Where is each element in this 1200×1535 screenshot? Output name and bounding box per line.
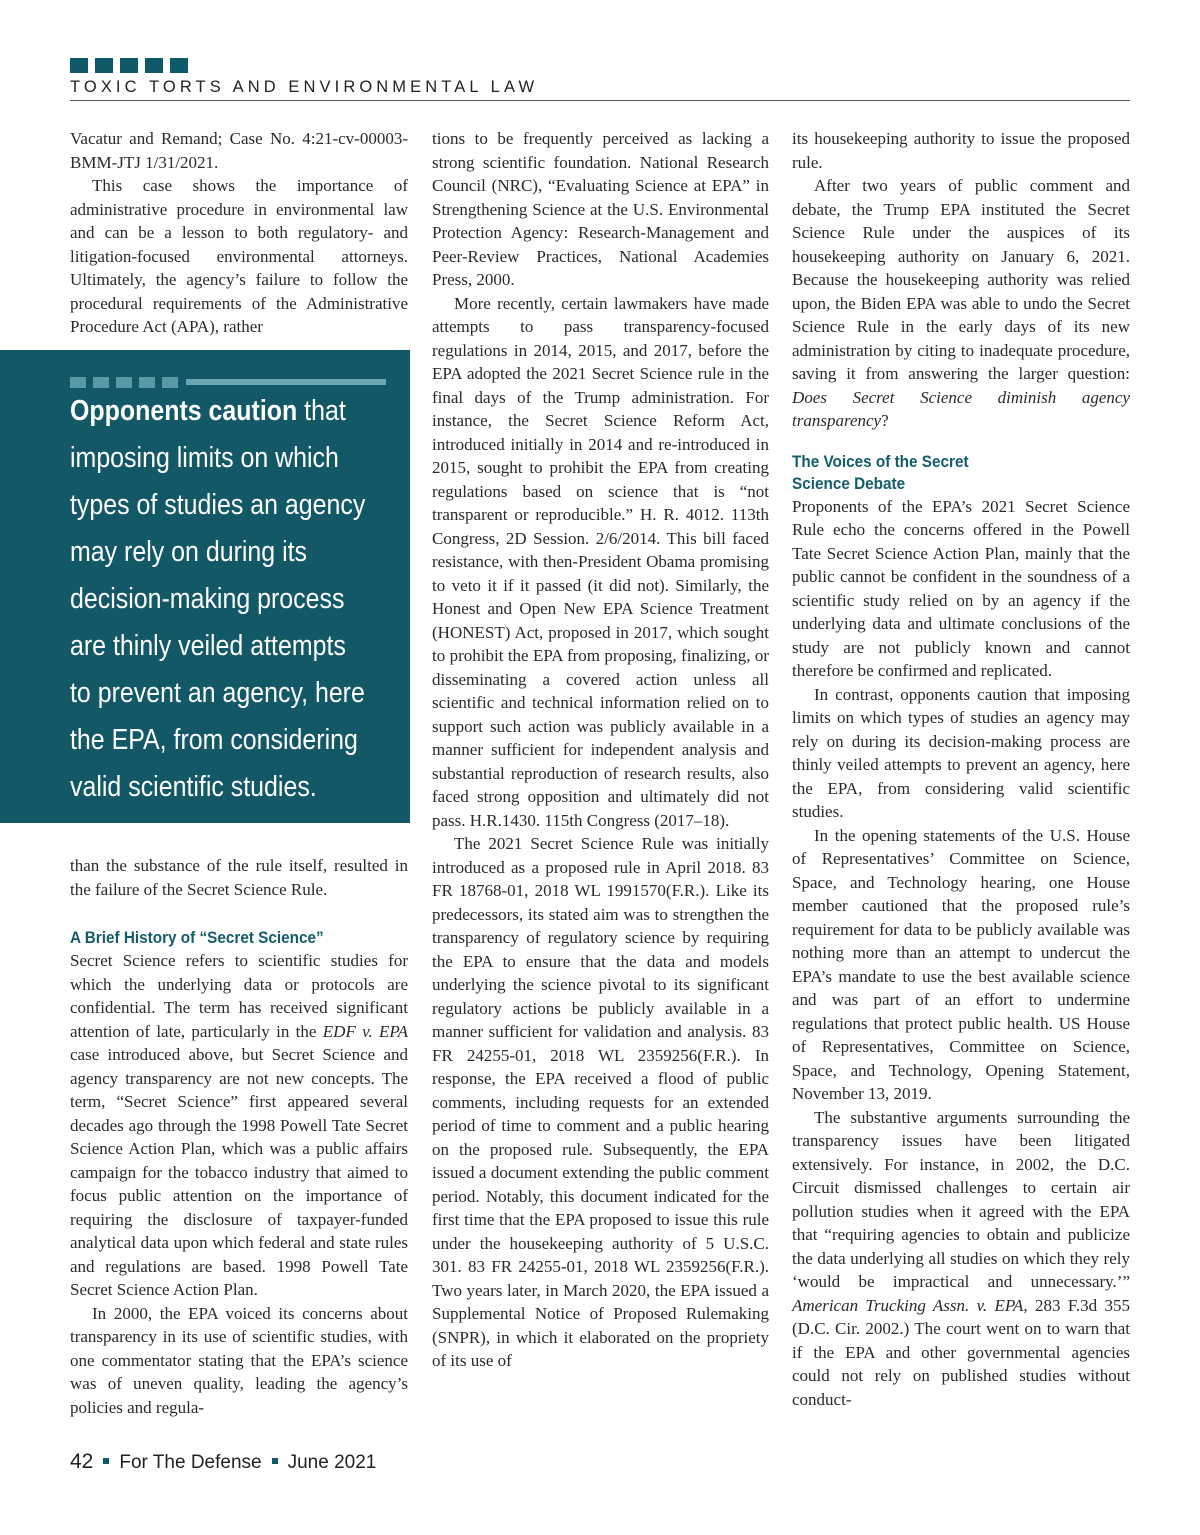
- column-2: [432, 127, 769, 1373]
- paragraph: After two years of public comment and debate, the Trump EPA instituted the Secret Science Rule under the auspices of its housekeeping authority on January 6, 2021. Because the housekeeping authority was relied upon, the Biden EPA was able to undo the Secret Science Rule in the early days of its new administration by citing to inadequate procedure, saving it from answering the larger question: Does Secret Science diminish agency transparency?: [792, 176, 1130, 430]
- footer-bullet: [103, 1458, 109, 1464]
- section-heading: A Brief History of “Secret Science”: [70, 928, 324, 947]
- section-heading: The Voices of the Secret Science Debate: [792, 451, 969, 493]
- page-footer: [70, 1450, 376, 1474]
- header-square: [145, 58, 163, 73]
- column-3: [792, 127, 1130, 1411]
- paragraph: The 2021 Secret Science Rule was initially introduced as a proposed rule in April 2018. 83 FR 18768-01, 2018 WL 1991570(F.R.). Like its predecessors, its stated aim was to strengthen the transparency of regulatory science by requiring the EPA to ensure that the data and models underlying the science pivotal to its significant regulatory actions be publicly available in a manner sufficient for validation and analysis. 83 FR 24255-01, 2018 WL 2359256(F.R.). In response, the EPA received a flood of public comments, including requests for an extended period of time to comment and a public hearing on the proposed rule. Subsequently, the EPA issued a document extending the public comment period. Notably, this document indicated for the first time that the EPA proposed to issue this rule under the housekeeping authority of 5 U.S.C. 301. 83 FR 24255-01, 2018 WL 2359256(F.R.). Two years later, in March 2020, the EPA issued a Supplemental Notice of Proposed Rulemaking (SNPR), in which it elaborated on the propriety of its use of: [432, 834, 769, 1370]
- page-number: 42: [70, 1450, 94, 1473]
- pull-quote-square: [116, 377, 132, 388]
- header-square: [120, 58, 138, 73]
- header-rule: [70, 100, 1130, 101]
- pull-quote-text: Opponents caution that imposing limits on which types of studies an agency may rely on during its decision-making process are thinly veiled attempts to prevent an agency, here the EPA, from considering valid scientific studies.: [70, 395, 366, 803]
- footer-bullet: [272, 1458, 278, 1464]
- pull-quote-square: [70, 377, 86, 388]
- header-square: [70, 58, 88, 73]
- case-name: EDF v. EPA: [322, 1021, 408, 1041]
- paragraph: than the substance of the rule itself, resulted in the failure of the Secret Science Rule.: [70, 856, 408, 899]
- pull-quote-rule: [186, 379, 386, 385]
- paragraph: Secret Science refers to scientific studies for which the underlying data or protocols are confidential. The term has received significant attention of late, particularly in the EDF v. EPA case introduced above, but Secret Science and agency transparency are not new concepts. The term, “Secret Science” first appeared several decades ago through the 1998 Powell Tate Secret Science Action Plan, which was a public affairs campaign for the tobacco industry that aimed to focus public attention on the importance of requiring the disclosure of taxpayer-funded analytical data upon which federal and state rules and regulations are based. 1998 Powell Tate Secret Science Action Plan.: [70, 951, 408, 1299]
- case-name: American Trucking Assn. v. EPA: [792, 1295, 1024, 1315]
- paragraph: In 2000, the EPA voiced its concerns about transparency in its use of scientific studies, with one commentator stating that the EPA’s science was of uneven quality, leading the agency’s policies and regula-: [70, 1303, 408, 1417]
- pull-quote-square: [162, 377, 178, 388]
- paragraph: In the opening statements of the U.S. House of Representatives’ Committee on Science, Space, and Technology hearing, one House member cautioned that the proposed rule’s requirement for data to be publicly available was nothing more than an attempt to undercut the EPA’s mandate to use the best available science and was part of an effort to undermine regulations that protect public health. US House of Representatives, Committee on Science, Space, and Technology, Opening Statement, November 13, 2019.: [792, 825, 1130, 1103]
- publication-name: For The Defense: [119, 1452, 262, 1473]
- paragraph: This case shows the importance of administrative procedure in environmental law and can be a lesson to both regulatory- and litigation-focused environmental attorneys. Ultimately, the agency’s failure to follow the procedural requirements of the Administrative Procedure Act (APA), rather: [70, 176, 408, 336]
- paragraph: More recently, certain lawmakers have made attempts to pass transparency-focused regulations in 2014, 2015, and 2017, before the EPA adopted the 2021 Secret Science rule in the final days of the Trump administration. For instance, the Secret Science Reform Act, introduced initially in 2014 and re-introduced in 2015, sought to prohibit the EPA from creating regulations based on science that is “not transparent or reproducible.” H. R. 4012. 113th Congress, 2D Session. 2/6/2014. This bill faced resistance, with then-President Obama promising to veto it if it passed (it did not). Similarly, the Honest and Open New EPA Science Treatment (HONEST) Act, proposed in 2017, which sought to prohibit the EPA from proposing, finalizing, or disseminating a covered action unless all scientific and technical information relied on to support such action was publicly available in a manner sufficient for independent analysis and substantial reproduction of research results, also faced strong opposition and ultimately did not pass. H.R.1430. 115th Congress (2017–18).: [432, 293, 769, 830]
- paragraph: The substantive arguments surrounding the transparency issues have been litigated extensively. For instance, in 2002, the D.C. Circuit dismissed challenges to certain air pollution studies when it agreed with the EPA that “requiring agencies to obtain and publicize the data underlying all studies on which they rely ‘would be impractical and unnecessary.’” American Trucking Assn. v. EPA, 283 F.3d 355 (D.C. Cir. 2002.) The court went on to warn that if the EPA and other governmental agencies could not rely on published studies without conduct-: [792, 1107, 1131, 1409]
- pull-quote-square: [93, 377, 109, 388]
- paragraph: Proponents of the EPA’s 2021 Secret Science Rule echo the concerns offered in the Powell Tate Secret Science Action Plan, mainly that the public cannot be confident in the soundness of a scientific study relied on by an agency if the underlying data and ultimate conclusions of the study are not publicly known and cannot therefore be confirmed and replicated.: [792, 496, 1130, 680]
- issue-date: June 2021: [287, 1452, 377, 1473]
- paragraph: its housekeeping authority to issue the proposed rule.: [792, 129, 1130, 172]
- pull-quote-square: [139, 377, 155, 388]
- pull-quote-lead: Opponents caution: [70, 395, 298, 427]
- paragraph: In contrast, opponents caution that imposing limits on which types of studies an agency may rely on during its decision-making process are thinly veiled attempts to prevent an agency, here the EPA, from considering valid scientific studies.: [792, 684, 1130, 821]
- header-square: [95, 58, 113, 73]
- section-title: TOXIC TORTS AND ENVIRONMENTAL LAW: [70, 78, 539, 96]
- column-1-bottom: [70, 854, 408, 1419]
- column-1-top: [70, 127, 408, 339]
- paragraph: Vacatur and Remand; Case No. 4:21-cv-00003-BMM-JTJ 1/31/2021.: [70, 129, 408, 172]
- paragraph: tions to be frequently perceived as lacking a strong scientific foundation. National Research Council (NRC), “Evaluating Science at EPA” in Strengthening Science at the U.S. Environmental Protection Agency: Research-Management and Peer-Review Practices, National Academies Press, 2000.: [432, 129, 769, 289]
- emphasis: Does Secret Science diminish agency transparency: [792, 387, 1130, 430]
- header-square: [170, 58, 188, 73]
